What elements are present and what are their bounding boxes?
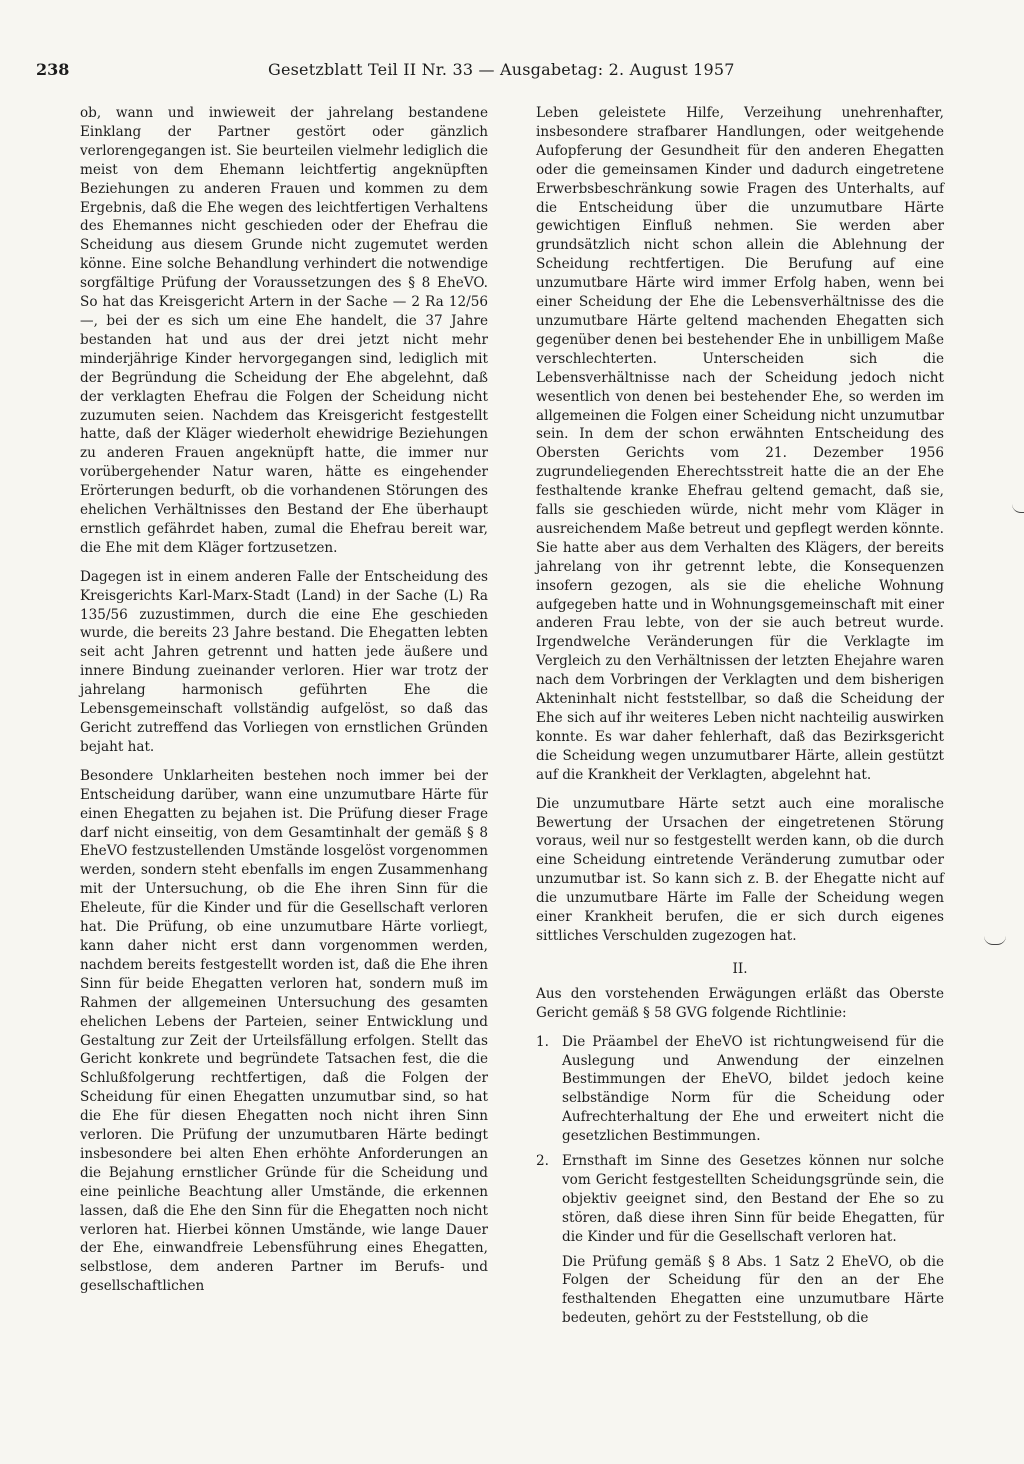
- page-header: [36, 60, 956, 86]
- paragraph: Dagegen ist in einem anderen Falle der Entscheidung des Kreisgerichts Karl-Marx-Stadt (Land) in der Sache (L) Ra 135/56 zuzustimmen, durch die eine Ehe geschieden wurde, die bereits 23 Jahre bestand. Die Ehegatten lebten seit acht Jahren getrennt und hatten jede äußere und innere Bindung zueinander verloren. Hier war trotz der jahrelang harmonisch geführten Ehe die Lebensgemeinschaft vollständig aufgelöst, so daß das Gericht zutreffend das Vorliegen von ernstlichen Gründen bejaht hat.: [80, 568, 488, 755]
- page-header-title: Gesetzblatt Teil II Nr. 33 — Ausgabetag: 2. August 1957: [268, 60, 735, 79]
- list-item-text: Die Präambel der EheVO ist richtungweisend für die Auslegung und Anwendung der einzelnen Bestimmungen der EheVO, bildet jedoch keine selbständige Norm für die Scheidung oder Aufrechterhaltung der Ehe und erweitert nicht die gesetzlichen Bestimmungen.: [562, 1033, 944, 1145]
- paragraph: Besondere Unklarheiten bestehen noch immer bei der Entscheidung darüber, wann eine unzumutbare Härte für einen Ehegatten zu bejahen ist. Die Prüfung dieser Frage darf nicht einseitig, von dem Gesamtinhalt der gemäß § 8 EheVO festzustellenden Umstände losgelöst vorgenommen werden, sondern steht ebenfalls im engen Zusammenhang mit der Untersuchung, ob die Ehe ihren Sinn für die Eheleute, für die Kinder und für die Gesellschaft verloren hat. Die Prüfung, ob eine unzumutbare Härte vorliegt, kann daher nicht erst dann vorgenommen werden, nachdem bereits festgestellt worden ist, daß die Ehe ihren Sinn für beide Ehegatten verloren hat, sondern muß im Rahmen der allgemeinen Untersuchung des gesamten ehelichen Lebens der Parteien, seiner Entwicklung und Gestaltung zur Zeit der Urteilsfällung erfolgen. Stellt das Gericht konkrete und begründete Tatsachen fest, die die Schlußfolgerung rechtfertigen, daß die Folgen der Scheidung für einen Ehegatten unzumutbar sind, so hat die Ehe für diesen Ehegatten noch nicht ihren Sinn verloren. Die Prüfung der unzumutbaren Härte bedingt insbesondere bei alten Ehen erhöhte Anforderungen an die Bejahung ernstlicher Gründe für die Scheidung und eine peinliche Beachtung aller Umstände, die erkennen lassen, daß die Ehe den Sinn für die Ehegatten noch nicht verloren hat. Hierbei können Umstände, wie lange Dauer der Ehe, einwandfreie Lebensführung eines Ehegatten, selbstlose, dem anderen Partner im Berufs- und gesellschaftlichen: [80, 767, 488, 1295]
- list-item: [536, 1152, 944, 1247]
- margin-mark: [1012, 504, 1024, 513]
- list-item-number: 2.: [536, 1153, 549, 1170]
- right-column: [536, 104, 944, 1338]
- paragraph: ob, wann und inwieweit der jahrelang bestandene Einklang der Partner gestört oder gänzlich verlorengegangen ist. Sie beurteilen vielmehr lediglich die meist von dem Ehemann leichtfertig angeknüpften Beziehungen zu anderen Frauen und kommen zu dem Ergebnis, daß die Ehe wegen des leichtfertigen Verhaltens des Ehemannes nicht geschieden oder der Ehefrau die Scheidung aus diesem Grunde nicht zugemutet werden könne. Eine solche Behandlung verhindert die notwendige sorgfältige Prüfung der Voraussetzungen des § 8 EheVO. So hat das Kreisgericht Artern in der Sache — 2 Ra 12/56 —, bei der es sich um eine Ehe handelt, die 37 Jahre bestanden hat und aus der drei jetzt nicht mehr minderjährige Kinder hervorgegangen sind, lediglich mit der Begründung die Scheidung der Ehe abgelehnt, daß der verklagten Ehefrau die Folgen der Scheidung nicht zuzumuten seien. Nachdem das Kreisgericht festgestellt hatte, daß der Kläger wiederholt ehewidrige Beziehungen zu anderen Frauen angeknüpft hatte, die immer nur vorübergehender Natur waren, hätte es eingehender Erörterungen bedurft, ob die vorhandenen Störungen des ehelichen Verhältnisses den Bestand der Ehe überhaupt ernstlich gefährdet haben, zumal die Ehefrau bereit war, die Ehe mit dem Kläger fortzusetzen.: [80, 105, 488, 556]
- list-item-text: Ernsthaft im Sinne des Gesetzes können nur solche vom Gericht festgestellten Scheidungsgründe sein, die objektiv geeignet sind, den Bestand der Ehe so zu stören, daß diese ihren Sinn für beide Ehegatten, für die Kinder und für die Gesellschaft verloren hat.: [562, 1153, 944, 1245]
- closing-paragraph: Die Prüfung gemäß § 8 Abs. 1 Satz 2 EheVO, ob die Folgen der Scheidung für den an der Ehe festhaltenden Ehegatten eine unzumutbare Härte bedeuten, gehört zu der Feststellung, ob die: [562, 1253, 944, 1327]
- list-item-number: 1.: [536, 1033, 549, 1050]
- left-column: [80, 104, 488, 1306]
- margin-mark: [984, 936, 1006, 945]
- list-item: [536, 1033, 944, 1146]
- text-columns: [80, 104, 960, 1364]
- intro-paragraph: Aus den vorstehenden Erwägungen erläßt das Oberste Gericht gemäß § 58 GVG folgende Richtlinie:: [536, 985, 944, 1021]
- paragraph: Leben geleistete Hilfe, Verzeihung unehrenhafter, insbesondere strafbarer Handlungen, oder weitgehende Aufopferung der Gesundheit für den anderen Ehegatten oder die gemeinsamen Kinder und dadurch eingetretene Erwerbsbeschränkung sowie Fragen des Unterhalts, auf die Entscheidung über die unzumutbare Härte gewichtigen Einfluß nehmen. Sie werden aber grundsätzlich nicht schon allein die Ablehnung der Scheidung rechtfertigen. Die Berufung auf eine unzumutbare Härte wird immer Erfolg haben, wenn bei einer Scheidung der Ehe die Lebensverhältnisse des die unzumutbare Härte geltend machenden Ehegatten sich gegenüber denen bei bestehender Ehe in unbilligem Maße verschlechterten. Unterscheiden sich die Lebensverhältnisse nach der Scheidung jedoch nicht wesentlich von denen bei bestehender Ehe, so werden im allgemeinen die Folgen einer Scheidung nicht unzumutbar sein. In dem der schon erwähnten Entscheidung des Obersten Gerichts vom 21. Dezember 1956 zugrundeliegenden Eherechtsstreit hatte die an der Ehe festhaltende kranke Ehefrau geltend gemacht, daß sie, falls sie geschieden würde, nicht mehr vom Kläger in ausreichendem Maße betreut und gepflegt werden könnte. Sie hatte aber aus dem Verhalten des Klägers, der bereits jahrelang von ihr getrennt lebte, die Konsequenzen insofern gezogen, als sie die eheliche Wohnung aufgegeben hatte und in Wohnungsgemeinschaft mit einer anderen Frau lebte, von der sie auch betreut wurde. Irgendwelche Veränderungen für die Verklagte im Vergleich zu den Verhältnissen der letzten Ehejahre waren nach dem Vorbringen der Verklagten und dem bisherigen Akteninhalt nicht feststellbar, so daß die Scheidung der Ehe sich auf ihr weiteres Leben nicht nachteilig auswirken konnte. Es war daher fehlerhaft, daß das Bezirksgericht die Scheidung wegen unzumutbarer Härte, allein gestützt auf die Krankheit der Verklagten, abgelehnt hat.: [536, 105, 944, 783]
- page-number: 238: [36, 60, 70, 79]
- section-heading: II.: [732, 960, 748, 977]
- paragraph: Die unzumutbare Härte setzt auch eine moralische Bewertung der Ursachen der eingetretenen Störung voraus, weil nur so festgestellt werden kann, ob die durch eine Scheidung eintretende Veränderung zumutbar oder unzumutbar ist. So kann sich z. B. der Ehegatte nicht auf die unzumutbare Härte im Falle der Scheidung wegen einer Krankheit berufen, die er sich durch eigenes sittliches Verschulden zugezogen hat.: [536, 795, 944, 944]
